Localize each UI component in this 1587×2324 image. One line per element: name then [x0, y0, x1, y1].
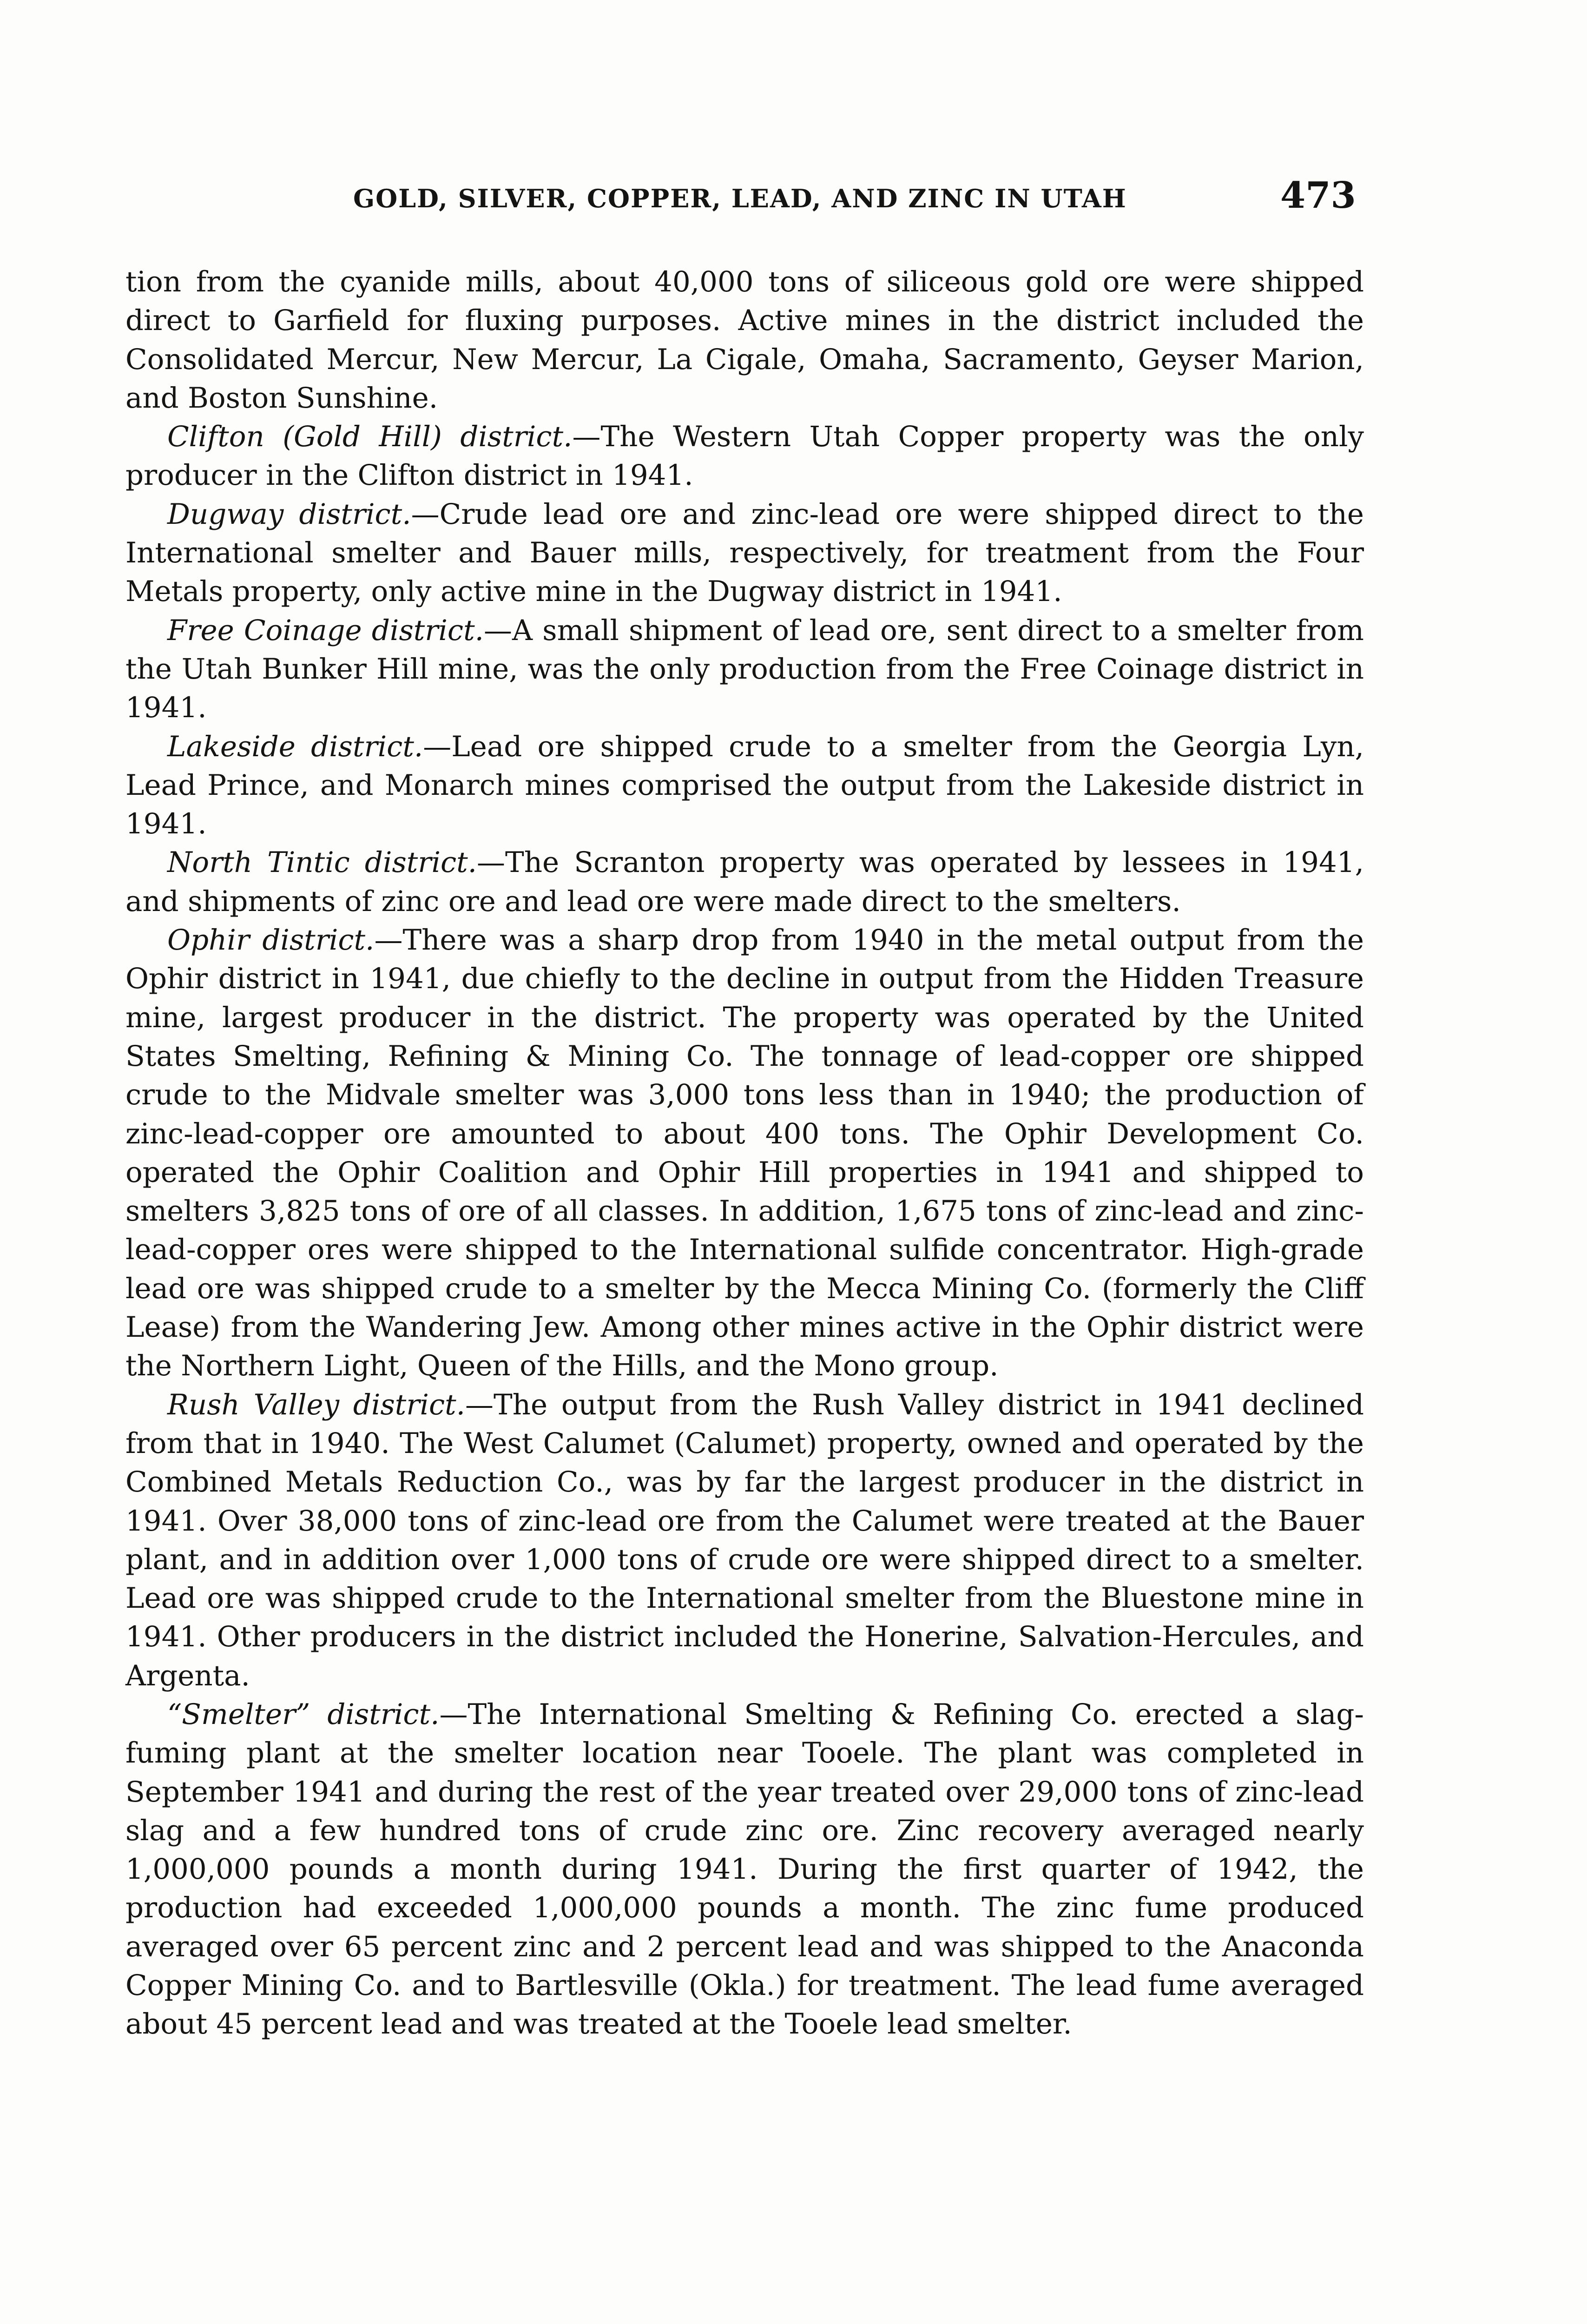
paragraph-text: —Crude lead ore and zinc-lead ore were shipped direct to the International smelter and Bauer mills, respectively, for treatment from the Four Metals property, only active mine in the Dugway district in 1941.	[125, 497, 1364, 608]
district-heading: Free Coinage district.	[167, 614, 484, 647]
paragraph-north-tintic-district	[125, 843, 1364, 921]
paragraph-free-coinage-district	[125, 611, 1364, 727]
paragraph-smelter-district	[125, 1695, 1364, 2044]
paragraph-text: —A small shipment of lead ore, sent direct to a smelter from the Utah Bunker Hill mine, was the only production from the Free Coinage district in 1941.	[125, 614, 1364, 725]
district-heading: “Smelter” district.	[167, 1697, 440, 1731]
paragraph-text: tion from the cyanide mills, about 40,000 tons of siliceous gold ore were shipped direct to Garfield for fluxing purposes. Active mines in the district included the Consolidated Mercur, New Mercur, La Cigale, Omaha, Sacramento, Geyser Marion, and Boston Sunshine.	[125, 265, 1364, 415]
district-heading: North Tintic district.	[167, 846, 477, 879]
district-heading: Dugway district.	[167, 497, 411, 531]
paragraph-text: —There was a sharp drop from 1940 in the metal output from the Ophir district in 1941, due chiefly to the decline in output from the Hidden Treasure mine, largest producer in the district. The property was operated by the United States Smelting, Refining & Mining Co. The tonnage of lead-copper ore shipped crude to the Midvale smelter was 3,000 tons less than in 1940; the production of zinc-lead-copper ore amounted to about 400 tons. The Ophir Development Co. operated the Ophir Coalition and Ophir Hill properties in 1941 and shipped to smelters 3,825 tons of ore of all classes. In addition, 1,675 tons of zinc-lead and zinc-lead-copper ores were shipped to the International sulfide concentrator. High-grade lead ore was shipped crude to a smelter by the Mecca Mining Co. (formerly the Cliff Lease) from the Wandering Jew. Among other mines active in the Ophir district were the Northern Light, Queen of the Hills, and the Mono group.	[125, 924, 1364, 1383]
paragraph-text: —The Western Utah Copper property was the only producer in the Clifton district in 1941.	[125, 420, 1364, 492]
district-heading: Clifton (Gold Hill) district.	[167, 420, 573, 454]
paragraph-ophir-district	[125, 921, 1364, 1386]
body-text	[125, 263, 1364, 2044]
paragraph-rush-valley-district	[125, 1386, 1364, 1695]
paragraph-clifton-district	[125, 417, 1364, 495]
paragraph-text: —The International Smelting & Refining Co. erected a slag-fuming plant at the smelter location near Tooele. The plant was completed in September 1941 and during the rest of the year treated over 29,000 tons of zinc-lead slag and a few hundred tons of crude zinc ore. Zinc recovery averaged nearly 1,000,000 pounds a month during 1941. During the first quarter of 1942, the production had exceeded 1,000,000 pounds a month. The zinc fume produced averaged over 65 percent zinc and 2 percent lead and was shipped to the Anaconda Copper Mining Co. and to Bartlesville (Okla.) for treatment. The lead fume averaged about 45 percent lead and was treated at the Tooele lead smelter.	[125, 1697, 1364, 2041]
paragraph-text: —The output from the Rush Valley district in 1941 declined from that in 1940. The West Calumet (Calumet) property, owned and operated by the Combined Metals Reduction Co., was by far the largest producer in the district in 1941. Over 38,000 tons of zinc-lead ore from the Calumet were treated at the Bauer plant, and in addition over 1,000 tons of crude ore were shipped direct to a smelter. Lead ore was shipped crude to the International smelter from the Bluestone mine in 1941. Other producers in the district included the Honerine, Salvation-Hercules, and Argenta.	[125, 1388, 1364, 1692]
paragraph-text: —Lead ore shipped crude to a smelter from the Georgia Lyn, Lead Prince, and Monarch mines comprised the output from the Lakeside district in 1941.	[125, 730, 1364, 841]
paragraph-text: —The Scranton property was operated by lessees in 1941, and shipments of zinc ore and lead ore were made direct to the smelters.	[125, 846, 1364, 918]
paragraph-dugway-district	[125, 495, 1364, 611]
district-heading: Ophir district.	[167, 924, 375, 957]
district-heading: Rush Valley district.	[167, 1388, 466, 1421]
paragraph-mercur-continuation	[125, 263, 1364, 417]
page-number: 473	[1280, 174, 1356, 217]
paragraph-lakeside-district	[125, 727, 1364, 844]
running-title: GOLD, SILVER, COPPER, LEAD, AND ZINC IN UTAH	[353, 184, 1127, 213]
district-heading: Lakeside district.	[167, 730, 423, 763]
